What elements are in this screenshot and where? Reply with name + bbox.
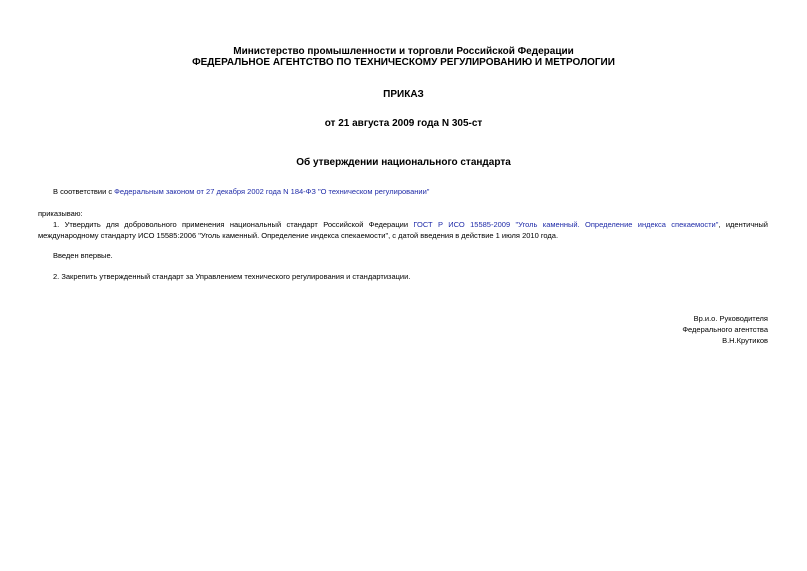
intro-prefix: В соответствии с [53,187,115,196]
item1-paragraph [38,219,768,241]
signature-org: Федерального агентства [682,325,768,334]
signature-position: Вр.и.о. Руководителя [693,314,768,323]
federal-law-link[interactable]: Федеральным законом от 27 декабря 2002 года N 184-ФЗ "О техническом регулировании" [114,187,430,196]
item2-paragraph: 2. Закрепить утвержденный стандарт за Управлением технического регулирования и стандартизации. [53,272,411,281]
document-date-number: от 21 августа 2009 года N 305-ст [324,118,483,129]
item1-suffix: , идентичный международному стандарту ИСО 15585:2006 "Уголь каменный. Определение индекса спекаемости", с датой введения в действие 1 июля 2010 года. [38,220,768,240]
document-title: Об утверждении национального стандарта [296,157,511,168]
agency-heading: ФЕДЕРАЛЬНОЕ АГЕНТСТВО ПО ТЕХНИЧЕСКОМУ РЕГУЛИРОВАНИЮ И МЕТРОЛОГИИ [192,57,615,68]
order-word: приказываю: [38,209,83,218]
ministry-heading: Министерство промышленности и торговли Российской Федерации [233,46,574,57]
intro-paragraph [38,186,768,197]
item1-prefix: 1. Утвердить для добровольного применения национальный стандарт Российской Федерации [53,220,414,229]
gost-standard-link[interactable]: ГОСТ Р ИСО 15585-2009 "Уголь каменный. Определение индекса спекаемости" [413,220,719,229]
introduced-note: Введен впервые. [53,251,113,260]
document-type: ПРИКАЗ [383,89,424,100]
signature-name: В.Н.Крутиков [722,336,768,345]
